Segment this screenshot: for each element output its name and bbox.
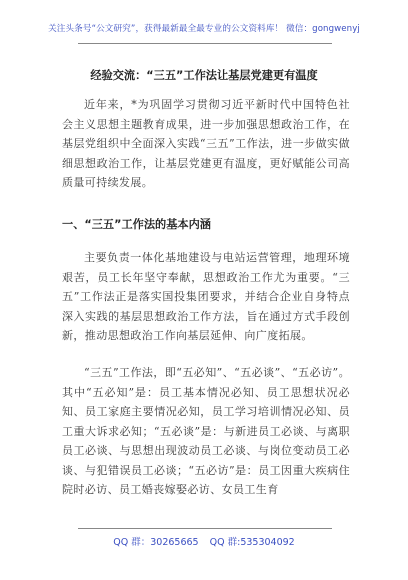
paragraph-definition: “三五”工作法，即“五必知”、“五必谈”、“五必访”。其中“五必知”是：员工基本情况必知、员工思想状况必知、员工家庭主要情况必知，员工学习培训情况必知、员工重大诉求必知；“五必谈”是：与新进员工必谈、与离职员工必谈、与思想出现波动员工必谈、与岗位变动员工必谈、与犯错误员工必谈；“五必访”是：员工因重大疾病住院时必访、员工婚丧嫁娶必访、女员工生育: [62, 366, 350, 496]
header-banner: 关注头条号“公文研究”，获得最新最全最专业的公文资料库！ 微信：gongwenyj: [48, 24, 360, 34]
document-title: 经验交流：“三五”工作法让基层党建更有温度: [90, 69, 318, 82]
footer-qq-group-2: QQ 群:535304092: [209, 537, 295, 548]
section-heading: 一、“三五”工作法的基本内涵: [62, 218, 211, 231]
paragraph-background: 主要负责一体化基地建设与电站运营管理，地理环境艰苦，员工长年坚守奉献，思想政治工作尤为重要。“三五”工作法正是落实国投集团要求，并结合企业自身特点深入实践的基层思想政治工作方法，旨在通过方式手段创新，推动思想政治工作向基层延伸、向广度拓展。: [62, 251, 350, 342]
footer-contact: [0, 534, 408, 548]
paragraph-intro: 近年来，*为巩固学习贯彻习近平新时代中国特色社会主义思想主题教育成果，进一步加强思想政治工作，在基层党组织中全面深入实践“三五”工作法，进一步做实做细思想政治工作，让基层党建更有温度，更好赋能公司高质量可持续发展。: [62, 98, 350, 189]
footer-divider: [78, 528, 332, 529]
header-divider: [78, 43, 332, 44]
footer-qq-group-1: QQ 群：30265665: [113, 537, 199, 548]
